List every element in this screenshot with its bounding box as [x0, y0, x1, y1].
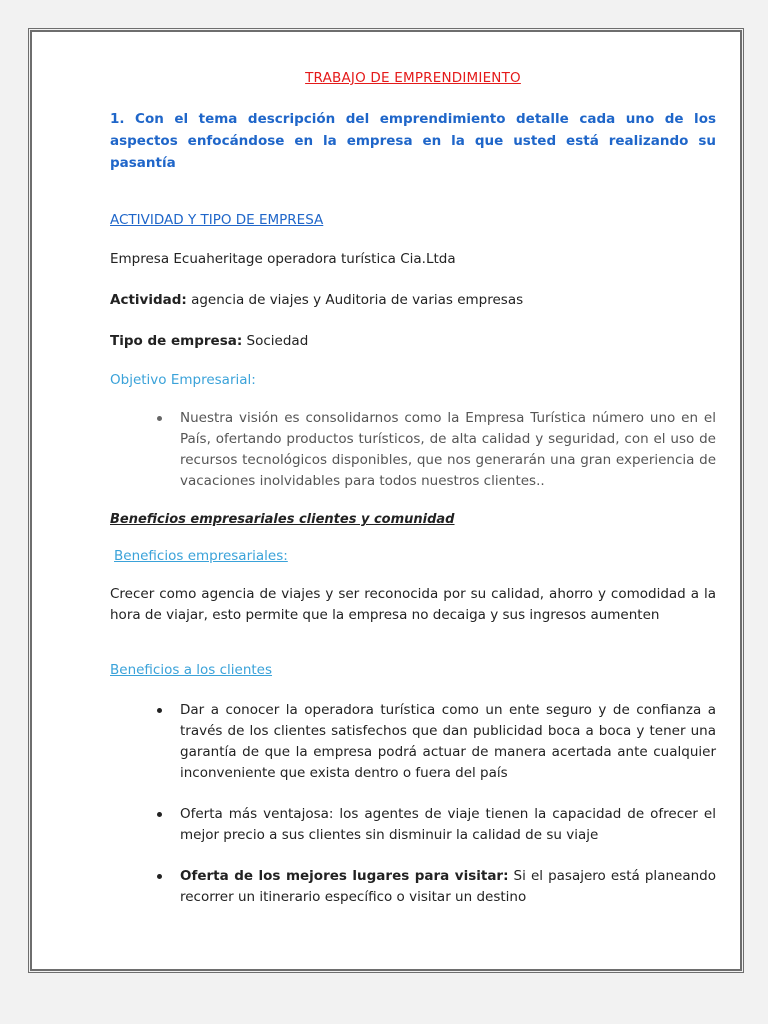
objetivo-text: Nuestra visión es consolidarnos como la Empresa Turística número uno en el País, ofertando productos turísticos, de alta calidad y seguridad, con el uso de recursos tecnológicos disponibles, que nos generarán una gran experiencia de vacaciones inolvidables para todos nuestros clientes.. [180, 410, 716, 489]
list-item [110, 804, 716, 846]
objetivo-heading: Objetivo Empresarial: [110, 372, 256, 388]
bullet-icon [157, 812, 162, 817]
actividad-line [110, 290, 716, 311]
document-title: TRABAJO DE EMPRENDIMIENTO [305, 70, 521, 86]
objetivo-list [110, 408, 716, 492]
list-item [110, 408, 716, 492]
actividad-value: agencia de viajes y Auditoria de varias empresas [186, 292, 524, 308]
tipo-line [110, 331, 716, 352]
actividad-label: Actividad: [110, 292, 187, 308]
bullet-label: Oferta de los mejores lugares para visitar: [180, 868, 509, 884]
beneficios-heading: Beneficios empresariales clientes y comunidad [110, 512, 455, 527]
list-item [110, 700, 716, 784]
document-page [30, 30, 742, 971]
beneficios-empresariales-heading: Beneficios empresariales: [114, 548, 288, 564]
company-name: Empresa Ecuaheritage operadora turística Cia.Ltda [110, 251, 456, 267]
bullet-icon [157, 874, 162, 879]
list-item [110, 866, 716, 908]
bullet-text: Dar a conocer la operadora turística como un ente seguro y de confianza a través de los clientes satisfechos que dan publicidad boca a boca y tener una garantía de que la empresa podrá actuar de manera acertada ante cualquier inconveniente que exista dentro o fuera del país [180, 702, 716, 781]
tipo-value: Sociedad [242, 333, 309, 349]
beneficios-clientes-heading: Beneficios a los clientes [110, 662, 273, 678]
bullet-icon [157, 708, 162, 713]
question-text: 1. Con el tema descripción del emprendimiento detalle cada uno de los aspectos enfocándose en la empresa en la que usted está realizando su pasantía [110, 111, 716, 171]
beneficios-clientes-list [110, 700, 716, 908]
bullet-text: Si el pasajero está planeando recorrer un itinerario específico o visitar un destino [180, 868, 716, 905]
bullet-text: Oferta más ventajosa: los agentes de viaje tienen la capacidad de ofrecer el mejor precio a sus clientes sin disminuir la calidad de su viaje [180, 806, 716, 843]
tipo-label: Tipo de empresa: [110, 333, 243, 349]
beneficios-empresariales-text: Crecer como agencia de viajes y ser reconocida por su calidad, ahorro y comodidad a la hora de viajar, esto permite que la empresa no decaiga y sus ingresos aumenten [110, 586, 716, 623]
bullet-icon [157, 416, 162, 421]
document-content [110, 70, 716, 928]
section-heading-actividad: ACTIVIDAD Y TIPO DE EMPRESA [110, 212, 324, 228]
